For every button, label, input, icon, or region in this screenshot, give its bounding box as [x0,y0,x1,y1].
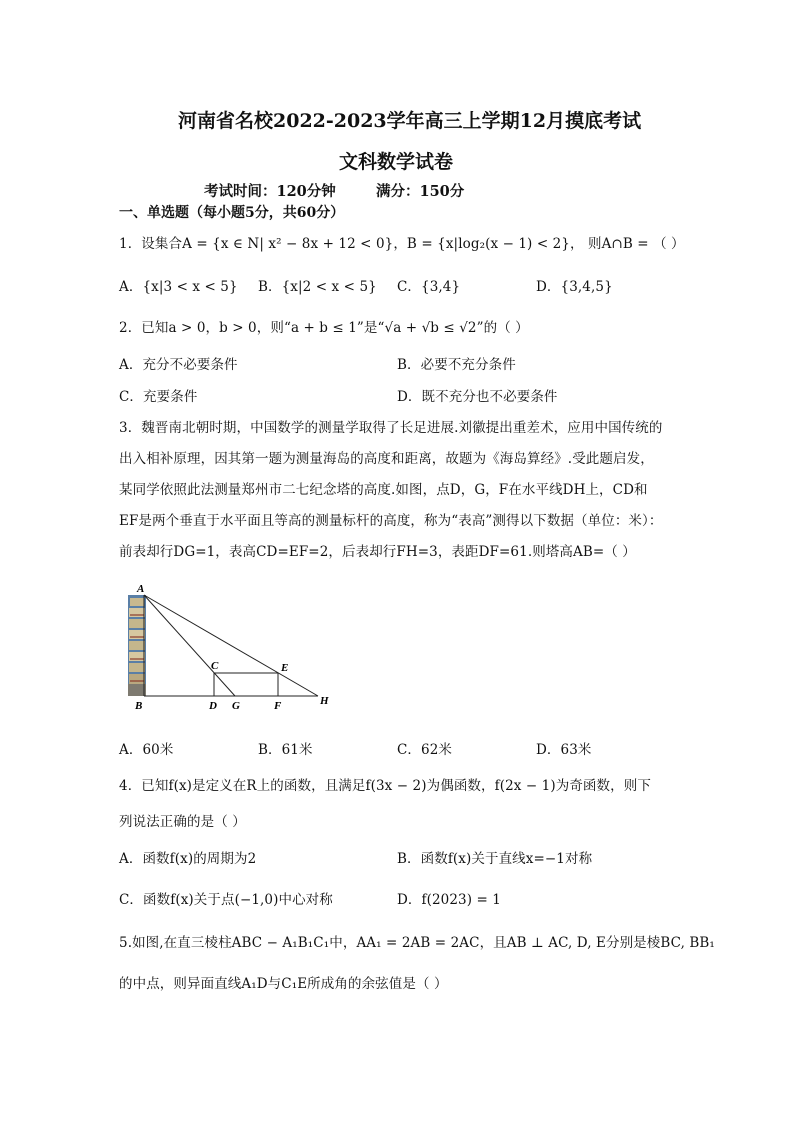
question-2-option-c: C．充要条件 [119,389,198,405]
question-3-option-c: C．62米 [397,742,453,758]
question-3-line-1: 3．魏晋南北朝时期，中国数学的测量学取得了长足进展.刘徽提出重差术，应用中国传统的 [119,420,663,436]
question-2-option-a: A．充分不必要条件 [119,357,238,373]
question-1-option-a: A．{x|3 < x < 5} [119,279,238,295]
exam-score: 满分：150分 [376,183,465,200]
question-4-option-a: A．函数f(x)的周期为2 [119,851,257,867]
question-4-option-b: B．函数f(x)关于直线x=−1对称 [397,851,593,867]
question-3-option-d: D．63米 [536,742,592,758]
question-3-option-a: A．60米 [119,742,174,758]
label-g: G [232,700,240,712]
tower-measurement-figure [118,580,338,712]
question-3-line-5: 前表却行DG=1，表高CD=EF=2，后表却行FH=3，表距DF=61.则塔高AB=（ ） [119,544,636,560]
label-d: D [209,700,217,712]
label-f: F [274,700,282,712]
question-3-line-2: 出入相补原理，因其第一题为测量海岛的高度和距离，故题为《海岛算经》.受此题启发， [119,451,654,467]
question-3-line-3: 某同学依照此法测量郑州市二七纪念塔的高度.如图，点D，G，F在水平线DH上，CD和 [119,482,648,498]
question-2-option-b: B．必要不充分条件 [397,357,516,373]
question-4-option-c: C．函数f(x)关于点(−1,0)中心对称 [119,892,333,908]
question-5-line-1: 5.如图,在直三棱柱ABC − A₁B₁C₁中，AA₁ = 2AB = 2AC，且AB ⊥ AC, D, E分别是棱BC, BB₁ [119,935,715,951]
tower-image [128,595,146,696]
question-2-stem: 2．已知a > 0，b > 0，则“a + b ≤ 1”是“√a + √b ≤ √2”的（ ） [119,320,529,336]
exam-title: 河南省名校2022-2023学年高三上学期12月摸底考试 [178,110,642,132]
question-4-line-1: 4．已知f(x)是定义在R上的函数，且满足f(3x − 2)为偶函数，f(2x − 1)为奇函数，则下 [119,778,651,794]
section-title: 一、单选题（每小题5分，共60分） [119,205,345,221]
sight-line-ah [144,595,318,696]
question-1-stem: 1．设集合A = {x ∈ N| x² − 8x + 12 < 0}，B = {x|log₂(x − 1) < 2}， 则A∩B = （ ） [119,236,685,252]
label-a: A [137,583,145,595]
question-1-option-b: B．{x|2 < x < 5} [258,279,377,295]
question-1-option-d: D．{3,4,5} [536,279,613,295]
question-1-option-c: C．{3,4} [397,279,461,295]
question-4-line-2: 列说法正确的是（ ） [119,814,246,830]
exam-time: 考试时间：120分钟 [204,183,336,200]
exam-subtitle: 文科数学试卷 [339,151,454,173]
label-e: E [281,662,289,674]
label-c: C [211,660,219,672]
question-4-option-d: D．f(2023) = 1 [397,892,501,908]
label-h: H [320,695,329,707]
sight-line-ag [144,595,235,696]
label-b: B [135,700,143,712]
question-3-option-b: B．61米 [258,742,313,758]
question-3-line-4: EF是两个垂直于水平面且等高的测量标杆的高度，称为“表高”测得以下数据（单位：米）： [119,513,663,529]
question-5-line-2: 的中点，则异面直线A₁D与C₁E所成角的余弦值是（ ） [119,976,448,992]
question-2-option-d: D．既不充分也不必要条件 [397,389,558,405]
